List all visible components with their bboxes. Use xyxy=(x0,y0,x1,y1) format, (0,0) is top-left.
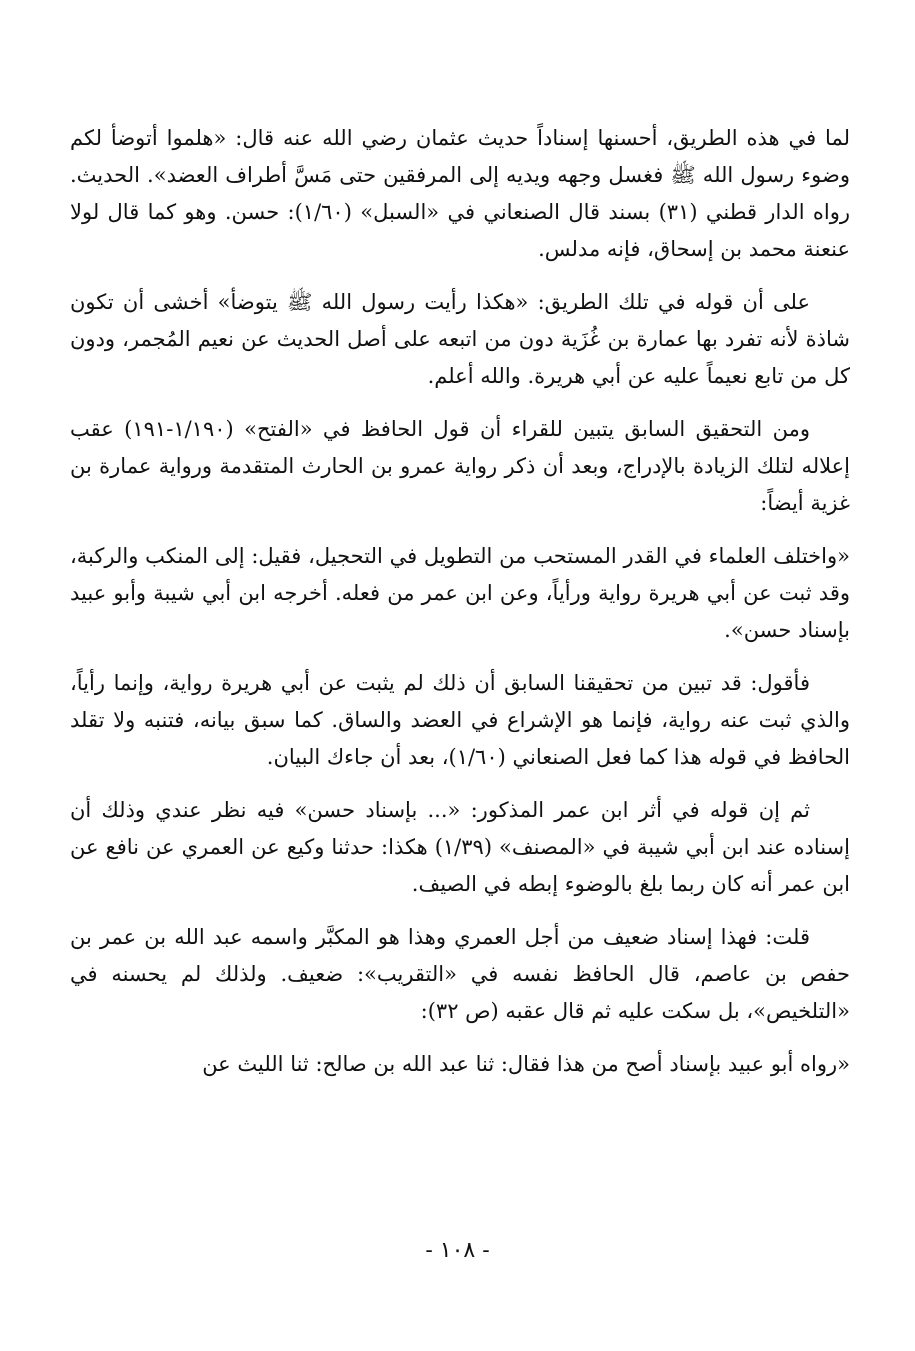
quote-paragraph-1: «واختلف العلماء في القدر المستحب من التطويل في التحجيل، فقيل: إلى المنكب والركبة، وقد ثبت عن أبي هريرة رواية ورأياً، وعن ابن عمر من فعله. أخرجه ابن أبي شيبة وأبو عبيد بإسناد حسن». xyxy=(70,544,850,642)
paragraph-4: فأقول: قد تبين من تحقيقنا السابق أن ذلك لم يثبت عن أبي هريرة رواية، وإنما رأياً، والذي ثبت عنه رواية، فإنما هو الإشراع في العضد والساق. كما سبق بيانه، فتنبه ولا تقلد الحافظ في قوله هذا كما فعل الصنعاني (١/٦٠)، بعد أن جاءك البيان. xyxy=(70,671,850,769)
quote-paragraph-2: «رواه أبو عبيد بإسناد أصح من هذا فقال: ثنا عبد الله بن صالح: ثنا الليث عن xyxy=(202,1052,850,1076)
paragraph-6: قلت: فهذا إسناد ضعيف من أجل العمري وهذا هو المكبَّر واسمه عبد الله بن عمر بن حفص بن عاصم، قال الحافظ نفسه في «التقريب»: ضعيف. ولذلك لم يحسنه في «التلخيص»، بل سكت عليه ثم قال عقبه (ص ٣٢): xyxy=(70,925,850,1023)
page-body xyxy=(70,120,850,1099)
paragraph-5: ثم إن قوله في أثر ابن عمر المذكور: «... بإسناد حسن» فيه نظر عندي وذلك أن إسناده عند ابن أبي شيبة في «المصنف» (١/٣٩) هكذا: حدثنا وكيع عن العمري عن نافع عن ابن عمر أنه كان ربما بلغ بالوضوء إبطه في الصيف. xyxy=(70,798,850,896)
paragraph-1: لما في هذه الطريق، أحسنها إسناداً حديث عثمان رضي الله عنه قال: «هلموا أتوضأ لكم وضوء رسول الله ﷺ فغسل وجهه ويديه إلى المرفقين حتى مَسَّ أطراف العضد». الحديث. رواه الدار قطني (٣١) بسند قال الصنعاني في «السبل» (١/٦٠): حسن. وهو كما قال لولا عنعنة محمد بن إسحاق، فإنه مدلس. xyxy=(70,126,850,261)
paragraph-3: ومن التحقيق السابق يتبين للقراء أن قول الحافظ في «الفتح» (١/١٩٠-١٩١) عقب إعلاله لتلك الزيادة بالإدراج، وبعد أن ذكر رواية عمرو بن الحارث المتقدمة ورواية عمارة بن غزية أيضاً: xyxy=(70,417,850,515)
paragraph-2: على أن قوله في تلك الطريق: «هكذا رأيت رسول الله ﷺ يتوضأ» أخشى أن تكون شاذة لأنه تفرد بها عمارة بن غُزَية دون من اتبعه على أصل الحديث عن نعيم المُجمر، ودون كل من تابع نعيماً عليه عن أبي هريرة. والله أعلم. xyxy=(70,290,850,388)
page-number: - ١٠٨ - xyxy=(425,1238,490,1263)
